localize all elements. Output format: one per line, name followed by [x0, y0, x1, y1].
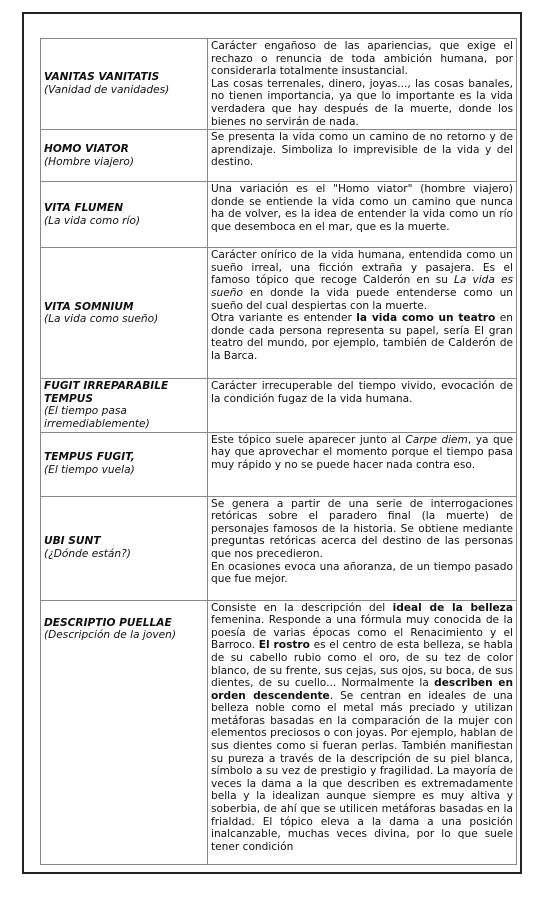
description-paragraph: Se genera a partir de una serie de interrogaciones retóricas sobre el paradero final (la muerte) de personajes famosos de la historia. Se obtiene mediante preguntas retóricas acerca del destino de las personas que nos precedieron.: [211, 497, 513, 560]
description-paragraph: Una variación es el "Homo viator" (hombre viajero) donde se entiende la vida como un camino que nunca ha de volver, es la idea de entender la vida como un río que desemboca en el mar, que es la muerte.: [211, 183, 513, 233]
term-cell: [41, 379, 208, 432]
description-paragraph: En ocasiones evoca una añoranza, de un tiempo pasado que fue mejor.: [211, 560, 513, 586]
term-translation: (Hombre viajero): [44, 155, 135, 168]
term-cell: [41, 432, 208, 496]
description-cell: [208, 248, 517, 379]
table-row: [41, 39, 517, 130]
term-name: VANITAS VANITATIS: [44, 71, 160, 84]
term-name: VITA SOMNIUM: [44, 300, 134, 313]
description-paragraph: Carácter irrecuperable del tiempo vivido, evocación de la condición fugaz de la vida humana.: [211, 380, 513, 405]
table-row: [41, 432, 517, 496]
table-row: [41, 182, 517, 248]
description-cell: [208, 39, 517, 130]
term-translation: (Vanidad de vanidades): [44, 84, 170, 97]
italic-run: Carpe diem: [405, 433, 468, 446]
term-cell: [41, 130, 208, 182]
term-translation: (La vida como sueño): [44, 313, 159, 326]
table-row: [41, 600, 517, 864]
term-cell: [41, 39, 208, 130]
italic-run: La vida es sueño: [211, 274, 513, 299]
description-paragraph: [211, 602, 513, 854]
description-paragraph: Las cosas terrenales, dinero, joyas..., las cosas banales, no tienen importancia, ya que lo importante es la vida verdadera que hay después de la muerte, donde los bienes no servirán de nada.: [211, 77, 513, 128]
table-row: [41, 248, 517, 379]
bold-run: la vida como un teatro: [356, 312, 496, 325]
term-translation: (El tiempo pasa irremediablemente): [44, 405, 150, 430]
text-run: . Se centran en ideales de una belleza noble como el metal más preciado y utilizan metáforas basadas en la comparación de la mujer con elementos preciosos o con joyas. Por ejemplo, hablan de sus dientes como si fueran perlas. También manifiestan su pureza a través de la descripción de su piel blanca, símbolo a su vez de prestigio y fragilidad. La mayoría de veces la dama a la que describen es extremadamente bella y la idealizan aunque siempre es muy altiva y soberbia, de ahí que se utilicen metáforas basadas en la frialdad. El tópico eleva a la dama a una posición inalcanzable, muchas veces divina, por lo que suele tener condición: [211, 689, 514, 853]
table-row: [41, 130, 517, 182]
description-paragraph: [211, 434, 513, 472]
term-translation: (¿Dónde están?): [44, 548, 131, 561]
term-translation: (El tiempo vuela): [44, 464, 135, 477]
term-name: DESCRIPTIO PUELLAE: [44, 616, 172, 629]
table-row: [41, 379, 517, 432]
description-cell: [208, 379, 517, 432]
topics-table: [40, 38, 517, 865]
text-run: Otra variante es entender: [211, 312, 357, 325]
description-paragraph: Carácter engañoso de las apariencias, que exige el rechazo o renuncia de toda ambición humana, por considerarla totalmente insustancial.: [211, 40, 513, 78]
term-name: VITA FLUMEN: [44, 202, 124, 215]
term-cell: [41, 182, 208, 248]
term-translation: (Descripción de la joven): [44, 629, 176, 642]
description-paragraph: Se presenta la vida como un camino de no retorno y de aprendizaje. Simboliza lo imprevisible de la vida y del destino.: [211, 131, 513, 169]
table-row: [41, 496, 517, 600]
text-run: Carácter onírico de la vida humana, entendida como un sueño irreal, una ficción extraña y pasajera. Es el famoso tópico que recoge Calderón en su: [211, 249, 513, 287]
text-run: femenina. Responde a una fórmula muy conocida de la poesía de varias épocas como el Renacimiento y el Barroco.: [211, 614, 513, 652]
term-name: TEMPUS FUGIT,: [44, 451, 135, 464]
text-run: Consiste en la descripción del: [211, 601, 393, 614]
text-run: , ya que hay que aprovechar el momento porque el tiempo pasa muy rápido y no se puede hacer nada contra eso.: [211, 433, 513, 471]
description-paragraph: [211, 312, 513, 362]
bold-run: ideal de la belleza: [392, 601, 513, 614]
text-run: en donde la vida puede entenderse como un sueño del cual despiertas con la muerte.: [211, 286, 513, 312]
description-cell: [208, 600, 517, 864]
term-cell: [41, 600, 208, 864]
text-run: es el centro de esta belleza, se habla de su cabello rubio como el oro, de su tez de color blanco, de su frente, sus cejas, sus ojos, su boca, de sus dientes, de su cuello... Normalmente la: [211, 639, 513, 690]
description-cell: [208, 496, 517, 600]
text-run: en donde cada persona representa su papel, sería El gran teatro del mundo, por ejemplo, también de Calderón de la Barca.: [211, 312, 513, 362]
description-cell: [208, 130, 517, 182]
term-translation: (La vida como río): [44, 214, 141, 227]
term-name: FUGIT IRREPARABILE TEMPUS: [44, 380, 169, 405]
bold-run: El rostro: [258, 639, 310, 652]
text-run: Este tópico suele aparecer junto al: [211, 433, 406, 446]
bold-run: describen en orden descendente: [211, 677, 514, 702]
page-frame: [22, 12, 522, 874]
term-name: UBI SUNT: [44, 535, 101, 548]
term-cell: [41, 248, 208, 379]
term-cell: [41, 496, 208, 600]
description-paragraph: [211, 249, 513, 312]
term-name: HOMO VIATOR: [44, 143, 129, 156]
description-cell: [208, 182, 517, 248]
description-cell: [208, 432, 517, 496]
